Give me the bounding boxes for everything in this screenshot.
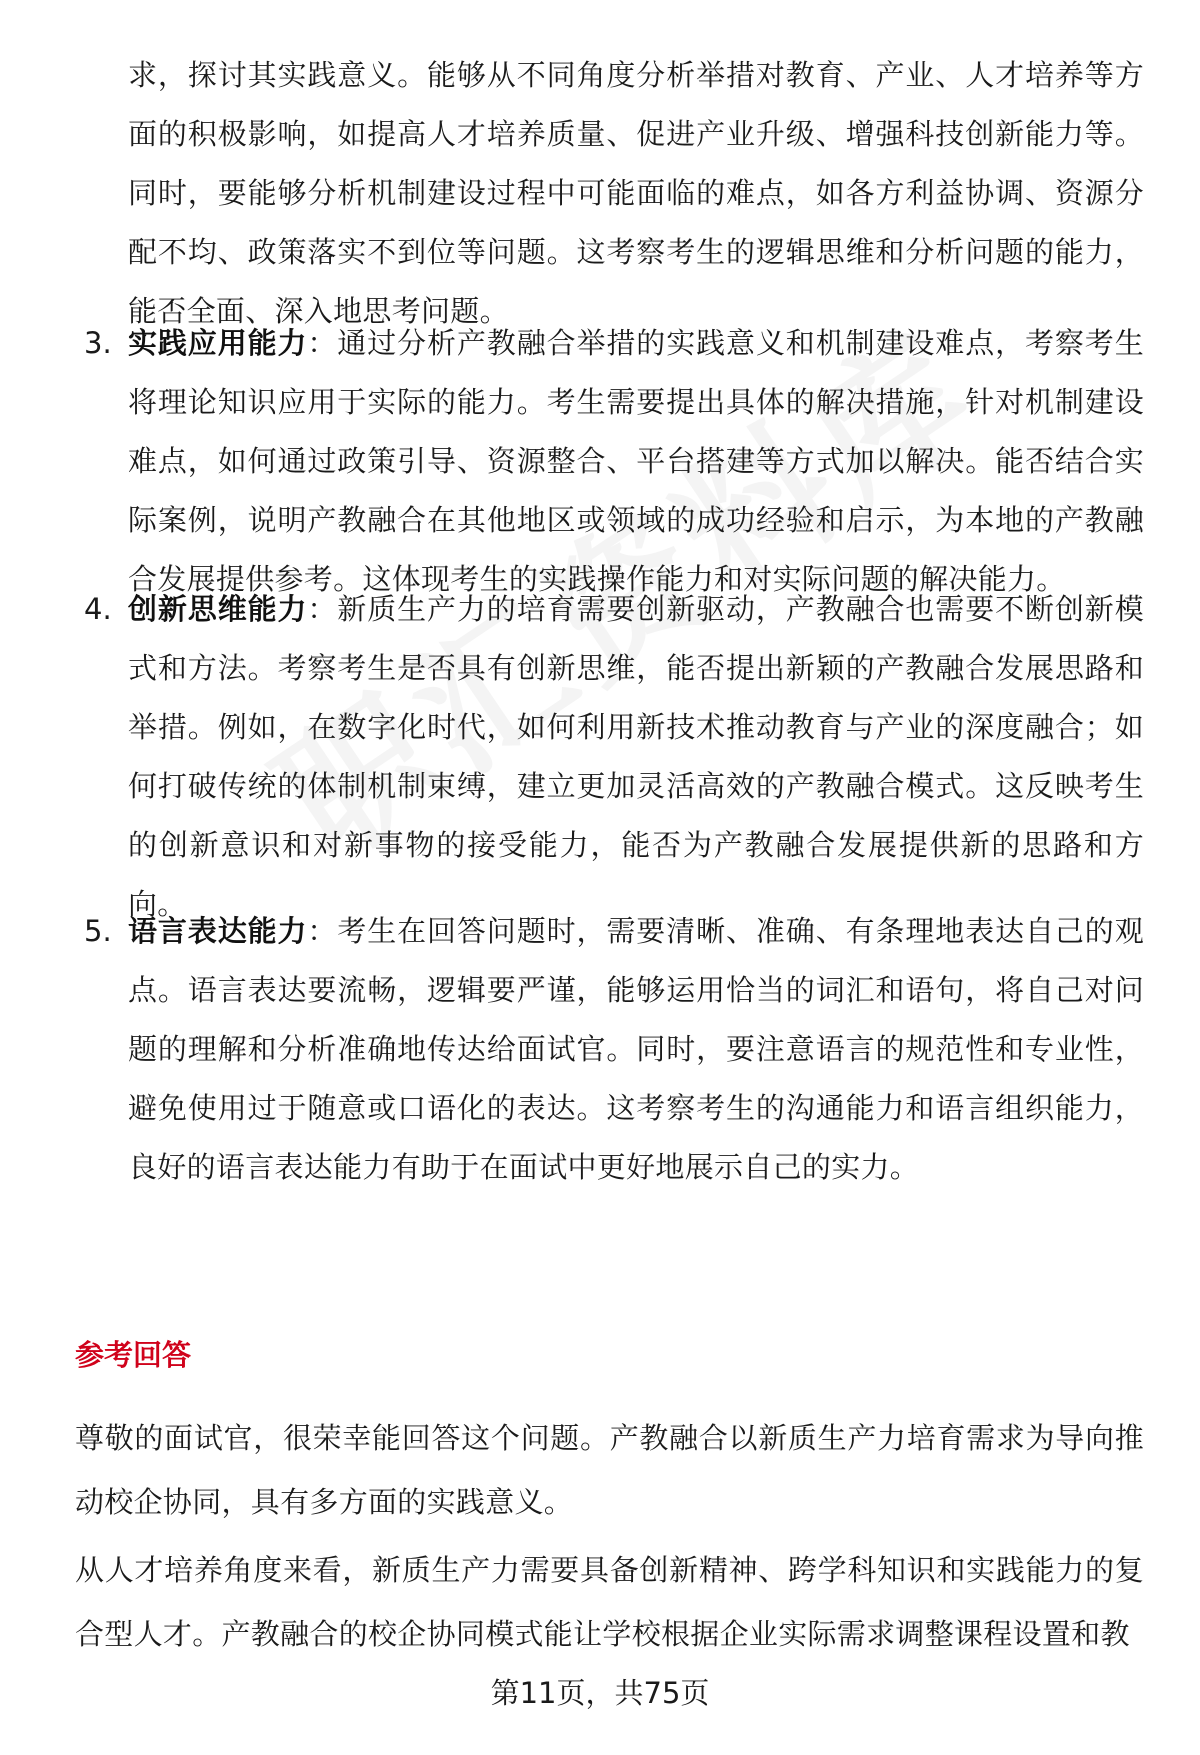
list-item-title: 实践应用能力 <box>128 326 308 360</box>
list-item-body <box>128 902 1144 1197</box>
list-item-number: 4. <box>84 592 112 626</box>
list-item-text: ：考生在回答问题时，需要清晰、准确、有条理地表达自己的观点。语言表达要流畅，逻辑要严谨，能够运用恰当的词汇和语句，将自己对问题的理解和分析准确地传达给面试官。同时，要注意语言的规范性和专业性，避免使用过于随意或口语化的表达。这考察考生的沟通能力和语言组织能力，良好的语言表达能力有助于在面试中更好地展示自己的实力。 <box>128 914 1144 1184</box>
answer-paragraph: 尊敬的面试官，很荣幸能回答这个问题。产教融合以新质生产力培育需求为导向推动校企协同，具有多方面的实践意义。 <box>75 1421 1144 1519</box>
reference-answer-heading: 参考回答 <box>75 1338 192 1372</box>
intro-paragraph: 求，探讨其实践意义。能够从不同角度分析举措对教育、产业、人才培养等方面的积极影响，如提高人才培养质量、促进产业升级、增强科技创新能力等。同时，要能够分析机制建设过程中可能面临的难点，如各方利益协调、资源分配不均、政策落实不到位等问题。这考察考生的逻辑思维和分析问题的能力，能否全面、深入地思考问题。 <box>128 58 1144 328</box>
list-item-body <box>128 580 1144 934</box>
page-number: 第11页，共75页 <box>490 1676 710 1710</box>
list-item-text: ：通过分析产教融合举措的实践意义和机制建设难点，考察考生将理论知识应用于实际的能力。考生需要提出具体的解决措施，针对机制建设难点，如何通过政策引导、资源整合、平台搭建等方式加以解决。能否结合实际案例，说明产教融合在其他地区或领域的成功经验和启示，为本地的产教融合发展提供参考。这体现考生的实践操作能力和对实际问题的解决能力。 <box>128 326 1144 596</box>
list-item-number: 3. <box>84 326 112 360</box>
list-item-title: 创新思维能力 <box>128 592 308 626</box>
answer-paragraph: 从人才培养角度来看，新质生产力需要具备创新精神、跨学科知识和实践能力的复合型人才。产教融合的校企协同模式能让学校根据企业实际需求调整课程设置和教 <box>75 1553 1144 1651</box>
list-item-title: 语言表达能力 <box>128 914 308 948</box>
list-item-number: 5. <box>84 914 112 948</box>
list-item-body <box>128 314 1144 609</box>
list-item-text: ：新质生产力的培育需要创新驱动，产教融合也需要不断创新模式和方法。考察考生是否具有创新思维，能否提出新颖的产教融合发展思路和举措。例如，在数字化时代，如何利用新技术推动教育与产业的深度融合；如何打破传统的体制机制束缚，建立更加灵活高效的产教融合模式。这反映考生的创新意识和对新事物的接受能力，能否为产教融合发展提供新的思路和方向。 <box>128 592 1144 921</box>
